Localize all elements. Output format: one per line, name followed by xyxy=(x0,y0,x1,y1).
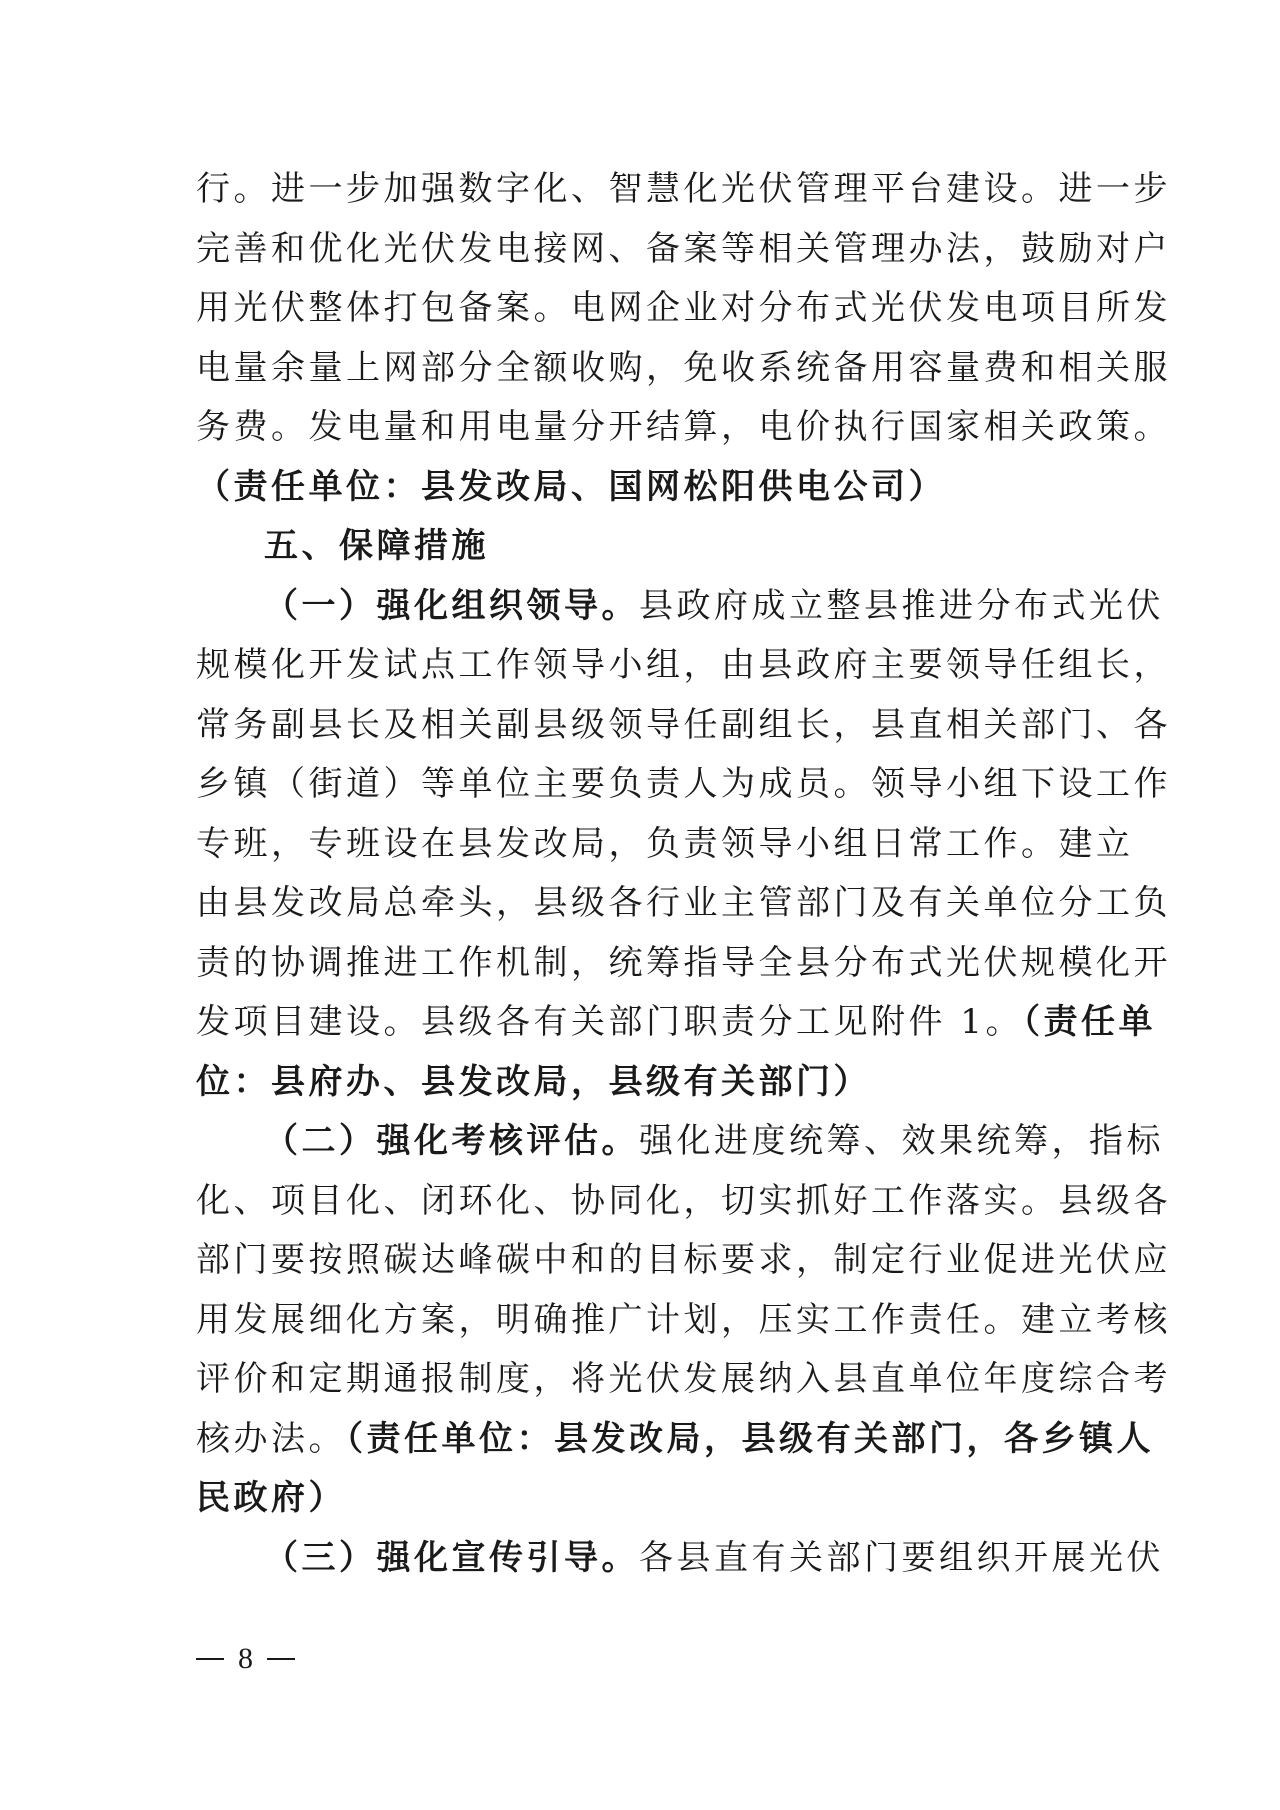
text-line: 规模化开发试点工作领导小组，由县政府主要领导任组长， xyxy=(196,645,1171,685)
dash-left xyxy=(196,1658,224,1660)
text-line: 责的协调推进工作机制，统筹指导全县分布式光伏规模化开 xyxy=(196,942,1171,983)
text-line: 常务副县长及相关副县级领导任副组长，县直相关部门、各 xyxy=(196,704,1171,745)
text-line: 部门要按照碳达峰碳中和的目标要求，制定行业促进光伏应 xyxy=(196,1240,1171,1280)
text-line: 务费。发电量和用电量分开结算，电价执行国家相关政策。 xyxy=(196,407,1171,447)
paragraph-2-resp-line xyxy=(196,1410,1154,1470)
paragraph-3-first-text: 各县直有关部门要组织开展光伏 xyxy=(639,1537,1164,1578)
text-line: 专班，专班设在县发改局，负责领导小组日常工作。建立 xyxy=(196,823,1134,864)
text-line: 由县发改局总牵头，县级各行业主管部门及有关单位分工负 xyxy=(196,883,1171,923)
text-line: 化、项目化、闭环化、协同化，切实抓好工作落实。县级各 xyxy=(196,1180,1171,1221)
text-line: 行。进一步加强数字化、智慧化光伏管理平台建设。进一步 xyxy=(196,169,1171,209)
paragraph-1-first-text: 县政府成立整县推进分布式光伏 xyxy=(639,585,1164,626)
text-line: 用发展细化方案，明确推广计划，压实工作责任。建立考核 xyxy=(196,1299,1171,1340)
paragraph-1-last-text: 发项目建设。县级各有关部门职责分工见附件 1。 xyxy=(196,1002,1023,1042)
paragraph-2-title: （二）强化考核评估。 xyxy=(264,1121,639,1161)
paragraph-2-responsibility-end: 民政府） xyxy=(196,1478,346,1518)
page-number: 8 xyxy=(238,1642,253,1675)
page-footer xyxy=(196,1642,295,1676)
paragraph-2-responsibility-start: （责任单位：县发改局，县级有关部门，各乡镇人 xyxy=(346,1418,1154,1459)
dash-right xyxy=(267,1658,295,1660)
paragraph-2-last-text: 核办法。 xyxy=(196,1418,346,1459)
text-line: 完善和优化光伏发电接网、备案等相关管理办法，鼓励对户 xyxy=(196,228,1171,269)
text-line: 乡镇（街道）等单位主要负责人为成员。领导小组下设工作 xyxy=(196,764,1171,804)
document-body xyxy=(196,160,1171,1588)
paragraph-1-first-line xyxy=(196,577,1164,637)
paragraph-1-title: （一）强化组织领导。 xyxy=(264,585,639,626)
paragraph-1-resp-line xyxy=(196,993,1156,1053)
paragraph-2-first-line xyxy=(196,1112,1164,1172)
paragraph-1-responsibility-end: 位：县府办、县发改局，县级有关部门） xyxy=(196,1061,871,1102)
paragraph-1-responsibility-start: （责任单 xyxy=(1022,1002,1156,1042)
paragraph-3-title: （三）强化宣传引导。 xyxy=(264,1537,639,1578)
responsibility-line: （责任单位：县发改局、国网松阳供电公司） xyxy=(196,466,946,507)
text-line: 电量余量上网部分全额收购，免收系统备用容量费和相关服 xyxy=(196,347,1171,388)
section-heading: 五、保障措施 xyxy=(264,526,489,566)
paragraph-3-first-line xyxy=(196,1529,1164,1589)
text-line: 用光伏整体打包备案。电网企业对分布式光伏发电项目所发 xyxy=(196,288,1171,328)
paragraph-2-first-text: 强化进度统筹、效果统筹，指标 xyxy=(639,1121,1164,1161)
text-line: 评价和定期通报制度，将光伏发展纳入县直单位年度综合考 xyxy=(196,1359,1171,1399)
